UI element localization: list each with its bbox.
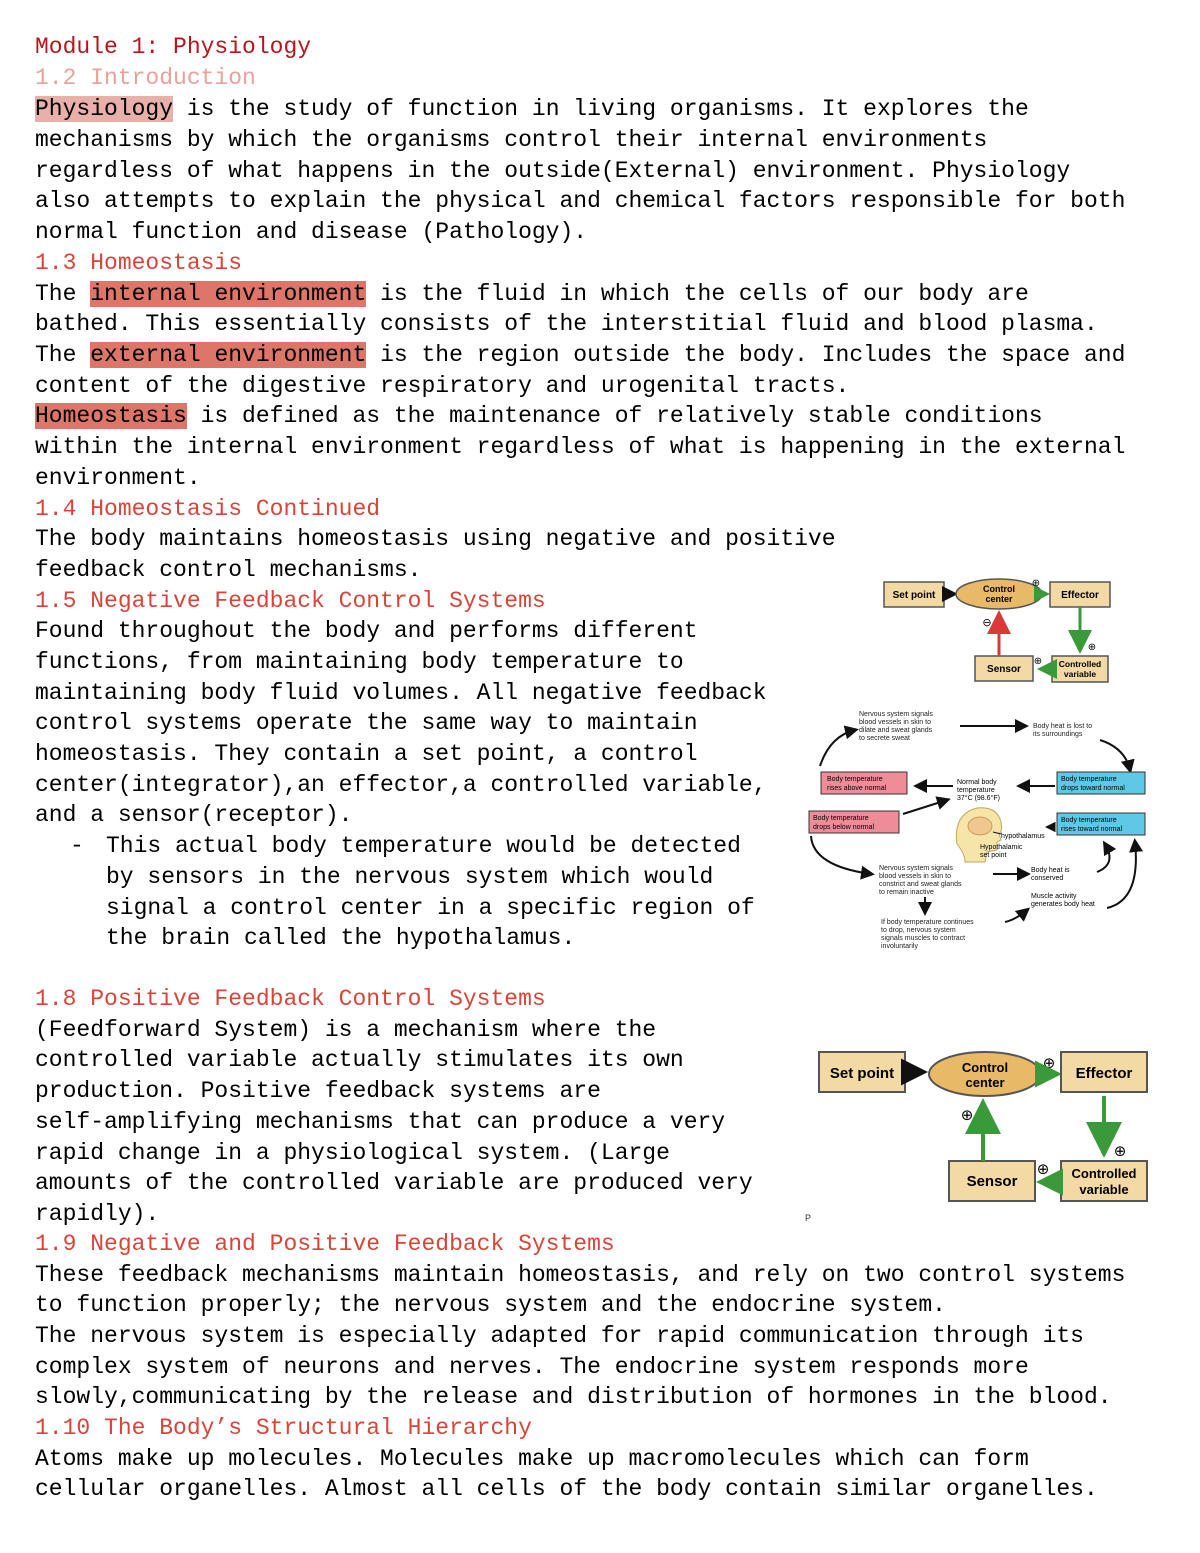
paragraph-line: content of the digestive respiratory and urogenital tracts. [35, 373, 850, 399]
sensor-label: Sensor [987, 664, 1021, 675]
paragraph-line: Found throughout the body and performs different [35, 618, 698, 644]
highlighted-term: external environment [90, 342, 367, 368]
label-text: Nervous system signals [859, 711, 933, 718]
controlled-variable-label: variable [1063, 669, 1097, 679]
paragraph-line: and a sensor(receptor). [35, 802, 353, 828]
label-text: generates body heat [1031, 901, 1095, 908]
plus-sign: ⊕ [1113, 1143, 1127, 1160]
bullet-line: the brain called the hypothalamus. [106, 925, 576, 951]
negative-feedback-diagram [880, 572, 1142, 688]
paragraph-line: normal function and disease (Pathology). [35, 219, 588, 245]
sensor-label: Sensor [966, 1173, 1018, 1190]
paragraph-line: homeostasis. They contain a set point, a control [35, 741, 698, 767]
paragraph-line: mechanisms by which the organisms control their internal environments [35, 127, 988, 153]
section-heading-positive-feedback: 1.8 Positive Feedback Control Systems [35, 986, 546, 1012]
paragraph-line: Atoms make up molecules. Molecules make up macromolecules which can form [35, 1446, 1029, 1472]
paragraph-line: maintaining body fluid volumes. All negative feedback [35, 680, 767, 706]
control-center-label: center [965, 1075, 1005, 1090]
label-text: rises toward normal [1061, 826, 1123, 833]
label-text: Body temperature [813, 815, 869, 822]
controlled-variable-label: variable [1079, 1182, 1129, 1197]
paragraph-line: amounts of the controlled variable are produced very [35, 1170, 753, 1196]
plus-sign: ⊕ [1033, 656, 1043, 667]
label-text: set point [980, 852, 1007, 859]
label-text: Body temperature [1061, 817, 1117, 824]
controlled-variable-label: Controlled [1071, 1166, 1137, 1181]
section-heading-introduction: 1.2 Introduction [35, 65, 256, 91]
text-run: is the fluid in which the cells of our body are [366, 281, 1029, 307]
arrow [1005, 910, 1027, 922]
paragraph-line: to function properly; the nervous system and the endocrine system. [35, 1292, 946, 1318]
plus-sign: ⊕ [960, 1107, 974, 1124]
label-text: blood vessels in skin to [879, 873, 951, 880]
paragraph-line: within the internal environment regardless of what is happening in the external [35, 434, 1126, 460]
paragraph-line: slowly,communicating by the release and distribution of hormones in the blood. [35, 1384, 1112, 1410]
label-text: dilate and sweat glands [859, 727, 933, 734]
paragraph-line: environment. [35, 465, 201, 491]
paragraph-line: rapid change in a physiological system. (Large [35, 1140, 670, 1166]
minus-sign: ⊖ [982, 617, 992, 629]
highlighted-term: Physiology [35, 96, 174, 122]
set-point-label: Set point [892, 590, 936, 601]
label-text: hypothalamus [1001, 833, 1045, 840]
label-text: rises above normal [827, 785, 887, 792]
text-run: The [35, 281, 91, 307]
label-text: conserved [1031, 875, 1064, 882]
paragraph-line: complex system of neurons and nerves. The endocrine system responds more [35, 1354, 1029, 1380]
paragraph-line: center(integrator),an effector,a controlled variable, [35, 772, 767, 798]
control-center-label: Control [961, 1060, 1009, 1075]
label-text: Body temperature [1061, 776, 1117, 783]
text-run: is the study of function in living organisms. It explores the [173, 96, 1029, 122]
paragraph-line: functions, from maintaining body temperature to [35, 649, 684, 675]
paragraph-line: These feedback mechanisms maintain homeostasis, and rely on two control systems [35, 1262, 1126, 1288]
arrow [1100, 740, 1130, 770]
section-heading-homeostasis-continued: 1.4 Homeostasis Continued [35, 496, 381, 522]
label-text: drops below normal [813, 824, 875, 831]
temperature-regulation-diagram [805, 704, 1150, 956]
label-text: blood vessels in skin to [859, 719, 931, 726]
text-run: is defined as the maintenance of relatively stable conditions [186, 403, 1043, 429]
arrow [820, 730, 855, 766]
paragraph-line: controlled variable actually stimulates its own [35, 1047, 684, 1073]
plus-sign: ⊕ [1031, 578, 1041, 589]
label-text: to drop, nervous system [881, 927, 956, 934]
label-text: temperature [957, 787, 995, 794]
controlled-variable-label: Controlled [1058, 659, 1102, 669]
bullet-line: This actual body temperature would be detected [106, 833, 741, 859]
bullet-line: by sensors in the nervous system which would [106, 864, 714, 890]
paragraph-line: bathed. This essentially consists of the interstitial fluid and blood plasma. [35, 311, 1098, 337]
bullet-dash: - [70, 833, 84, 859]
highlighted-term: Homeostasis [35, 403, 187, 429]
section-heading-homeostasis: 1.3 Homeostasis [35, 250, 243, 276]
paragraph-line: also attempts to explain the physical and chemical factors responsible for both [35, 188, 1126, 214]
paragraph-line: The body maintains homeostasis using negative and positive [35, 526, 836, 552]
highlighted-term: internal environment [90, 281, 367, 307]
plus-sign: ⊕ [1087, 642, 1097, 653]
label-text: Body heat is lost to [1033, 723, 1093, 730]
effector-label: Effector [1061, 590, 1099, 601]
effector-label: Effector [1075, 1065, 1133, 1082]
plus-sign: ⊕ [1036, 1161, 1050, 1178]
section-heading-negative-feedback: 1.5 Negative Feedback Control Systems [35, 588, 546, 614]
control-center-label: Control [983, 584, 1015, 594]
label-text: to secrete sweat [859, 735, 910, 742]
arrow [903, 800, 947, 814]
text-run: The [35, 342, 91, 368]
label-text: drops toward normal [1061, 785, 1125, 792]
bullet-line: signal a control center in a specific region of [106, 895, 755, 921]
paragraph-line: (Feedforward System) is a mechanism where the [35, 1017, 657, 1043]
label-text: Body heat is [1031, 867, 1070, 874]
label-text: Nervous system signals [879, 865, 953, 872]
paragraph-line [35, 94, 1029, 125]
control-center-label: center [985, 594, 1013, 604]
paragraph-line: self-amplifying mechanisms that can produce a very [35, 1109, 726, 1135]
label-text: Body temperature [827, 776, 883, 783]
label-text: Normal body [957, 779, 997, 786]
paragraph-line: The nervous system is especially adapted for rapid communication through its [35, 1323, 1084, 1349]
label-text: Muscle activity [1031, 893, 1077, 900]
module-title: Module 1: Physiology [35, 34, 312, 60]
label-text: its surroundings [1033, 731, 1083, 738]
paragraph-line [35, 401, 1043, 432]
label-text: signals muscles to contract [881, 935, 966, 942]
plus-sign: ⊕ [1042, 1055, 1056, 1072]
paragraph-line [35, 279, 1029, 310]
set-point-label: Set point [829, 1065, 895, 1082]
label-text: 37°C (98.6°F) [957, 795, 1000, 802]
positive-feedback-diagram [815, 1044, 1153, 1206]
arrow [1107, 842, 1136, 908]
paragraph-line: production. Positive feedback systems are [35, 1078, 601, 1104]
section-heading-structural-hierarchy: 1.10 The Body’s Structural Hierarchy [35, 1415, 532, 1441]
label-text: constrict and sweat glands [879, 881, 962, 888]
paragraph-line: cellular organelles. Almost all cells of the body contain similar organelles. [35, 1476, 1098, 1502]
arrow [811, 836, 871, 874]
paragraph-line: rapidly). [35, 1201, 160, 1227]
label-text: Hypothalamic [980, 844, 1023, 851]
label-text: to remain inactive [879, 889, 934, 896]
paragraph-line: control systems operate the same way to maintain [35, 710, 698, 736]
stray-mark: P [805, 1213, 812, 1223]
text-run: is the region outside the body. Includes the space and [366, 342, 1126, 368]
paragraph-line: regardless of what happens in the outside(External) environment. Physiology [35, 158, 1071, 184]
label-text: If body temperature continues [881, 919, 974, 926]
label-text: involuntarily [881, 943, 918, 950]
arrow [1097, 844, 1110, 872]
section-heading-neg-pos-feedback: 1.9 Negative and Positive Feedback Systems [35, 1231, 615, 1257]
paragraph-line: feedback control mechanisms. [35, 557, 422, 583]
paragraph-line [35, 340, 1125, 371]
